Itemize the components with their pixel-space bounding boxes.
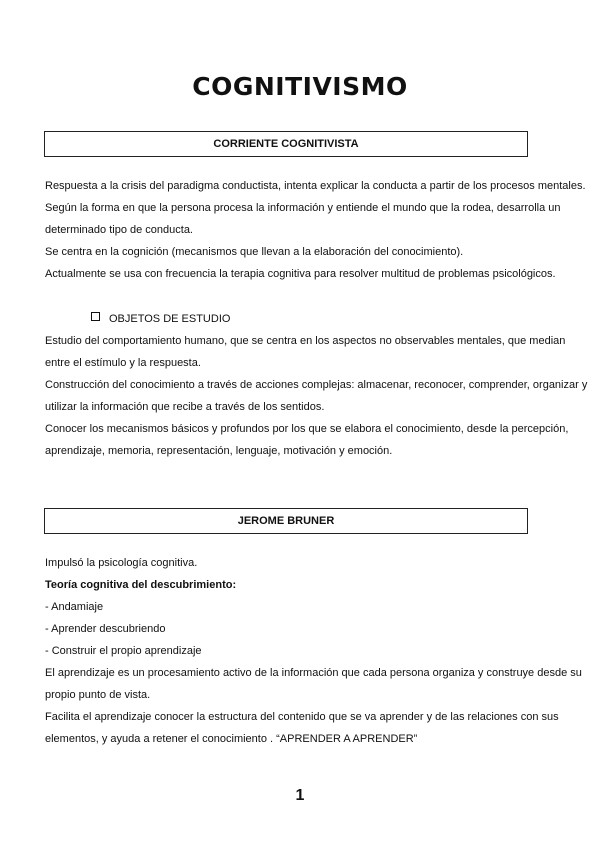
text-line: Construcción del conocimiento a través de acciones complejas: almacenar, reconocer, comprender, organizar y bbox=[45, 379, 588, 391]
checkbox-bullet-icon bbox=[91, 312, 100, 321]
text-line: Impulsó la psicología cognitiva. bbox=[45, 557, 198, 569]
text-line: Estudio del comportamiento humano, que se centra en los aspectos no observables mentales, que median bbox=[45, 335, 566, 347]
text-line: entre el estímulo y la respuesta. bbox=[45, 357, 201, 369]
section1-paragraph bbox=[45, 175, 586, 285]
section2-paragraph bbox=[45, 552, 582, 750]
list-item: - Aprender descubriendo bbox=[45, 623, 166, 635]
text-line: Actualmente se usa con frecuencia la terapia cognitiva para resolver multitud de problemas psicológicos. bbox=[45, 268, 556, 280]
objects-heading-label: OBJETOS DE ESTUDIO bbox=[109, 313, 231, 325]
text-line: Se centra en la cognición (mecanismos que llevan a la elaboración del conocimiento). bbox=[45, 246, 464, 258]
list-item: - Andamiaje bbox=[45, 601, 104, 613]
text-line: Según la forma en que la persona procesa la información y entiende el mundo que la rodea, desarrolla un bbox=[45, 202, 561, 214]
text-line: Respuesta a la crisis del paradigma conductista, intenta explicar la conducta a partir de los procesos mentales. bbox=[45, 180, 586, 192]
objects-paragraph bbox=[45, 330, 588, 462]
page-number: 1 bbox=[295, 787, 305, 804]
section-heading-jerome-bruner: JEROME BRUNER bbox=[44, 508, 528, 534]
list-item: - Construir el propio aprendizaje bbox=[45, 645, 202, 657]
text-line: Facilita el aprendizaje conocer la estructura del contenido que se va aprender y de las relaciones con sus bbox=[45, 711, 559, 723]
text-line: Conocer los mecanismos básicos y profundos por los que se elabora el conocimiento, desde la percepción, bbox=[45, 423, 569, 435]
objects-heading bbox=[91, 308, 230, 330]
text-line: determinado tipo de conducta. bbox=[45, 224, 193, 236]
text-line: El aprendizaje es un procesamiento activo de la información que cada persona organiza y construye desde su bbox=[45, 667, 582, 679]
text-line: aprendizaje, memoria, representación, lenguaje, motivación y emoción. bbox=[45, 445, 393, 457]
text-line: utilizar la información que recibe a través de los sentidos. bbox=[45, 401, 325, 413]
text-line: propio punto de vista. bbox=[45, 689, 151, 701]
section-heading-corriente-cognitivista: CORRIENTE COGNITIVISTA bbox=[44, 131, 528, 157]
page-title: COGNITIVISMO bbox=[192, 72, 408, 101]
text-line: elementos, y ayuda a retener el conocimiento . “APRENDER A APRENDER” bbox=[45, 733, 418, 745]
subheading: Teoría cognitiva del descubrimiento: bbox=[45, 579, 237, 591]
